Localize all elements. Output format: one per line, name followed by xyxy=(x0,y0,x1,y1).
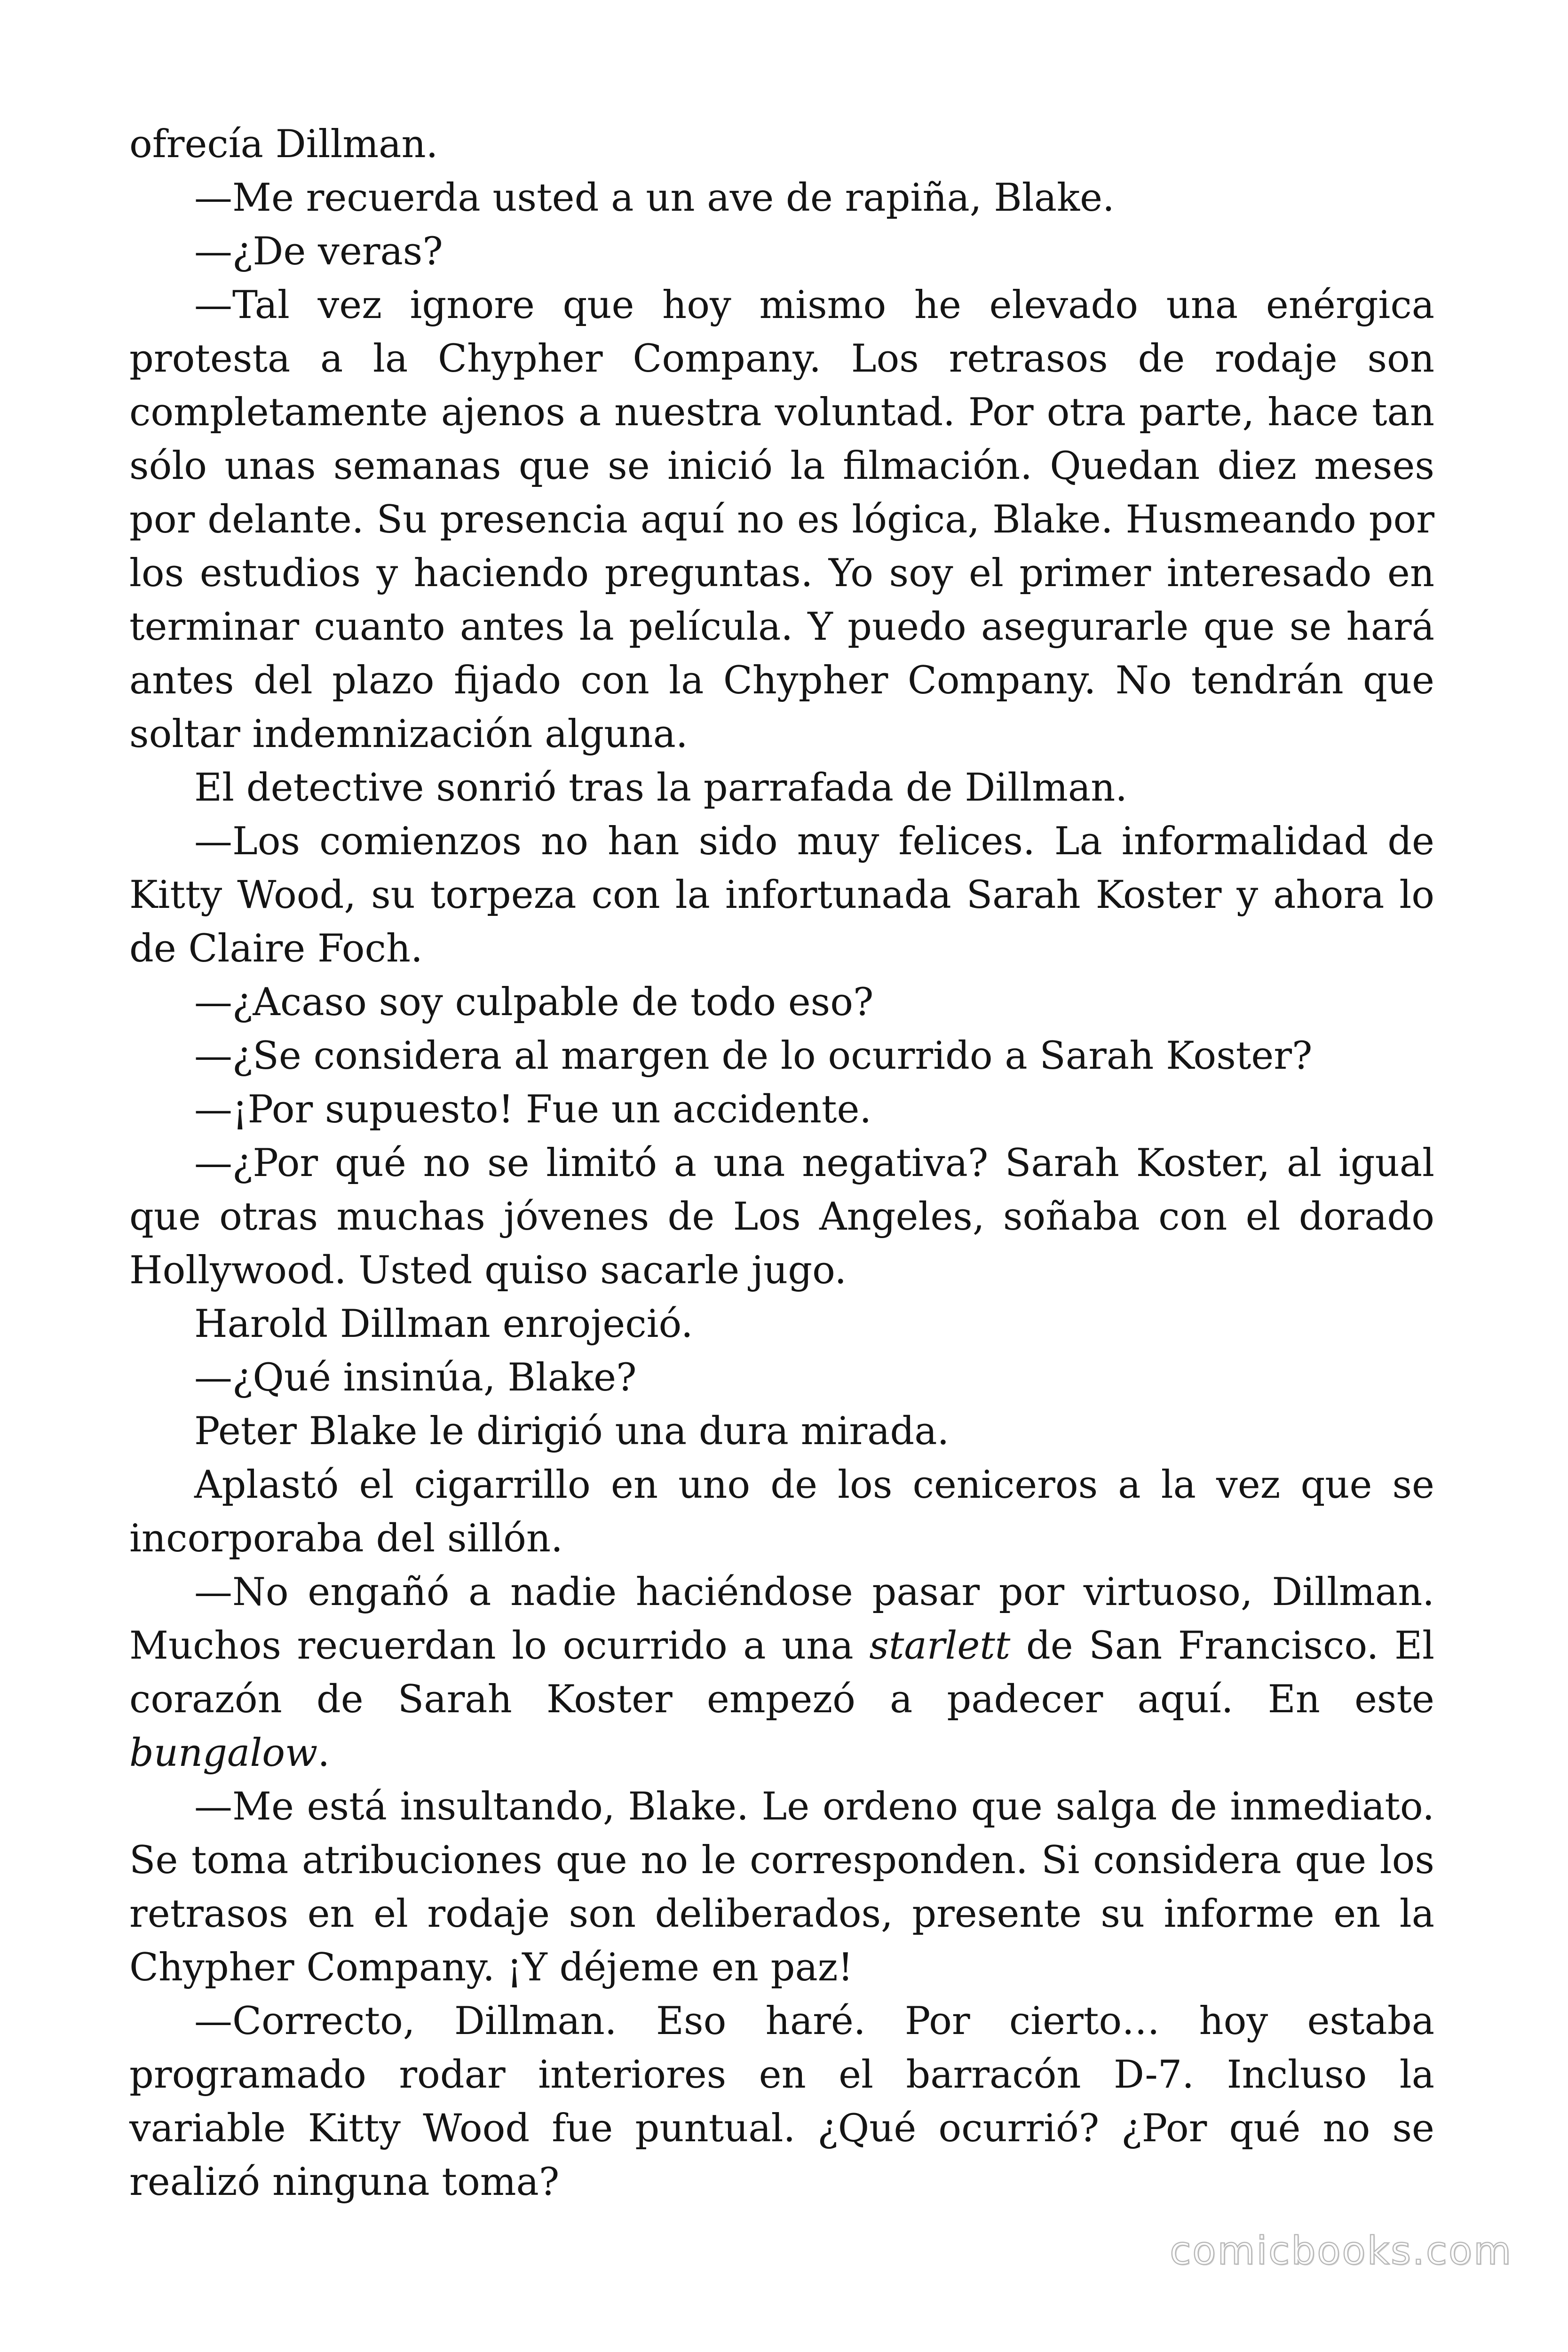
paragraph: El detective sonrió tras la parrafada de Dillman. xyxy=(194,766,1128,810)
paragraph: —Correcto, Dillman. Eso haré. Por cierto… hoy estaba programado rodar interiores en el barracón D-7. Incluso la variable Kitty Wood fue puntual. ¿Qué ocurrió? ¿Por qué no se realizó ninguna toma? xyxy=(129,1999,1434,2204)
paragraph: —¿De veras? xyxy=(194,230,443,274)
paragraph: ofrecía Dillman. xyxy=(129,122,438,167)
paragraph: —¡Por supuesto! Fue un accidente. xyxy=(194,1088,872,1132)
italic-word: starlett xyxy=(869,1624,1011,1668)
italic-word: bungalow xyxy=(129,1731,318,1775)
paragraph: —Tal vez ignore que hoy mismo he elevado una enérgica protesta a la Chypher Company. Los retrasos de rodaje son completamente ajenos a nuestra voluntad. Por otra parte, hace tan sólo unas semanas que se inició la filmación. Quedan diez meses por delante. Su presencia aquí no es lógica, Blake. Husmeando por los estudios y haciendo preguntas. Yo soy el primer interesado en terminar cuanto antes la película. Y puedo asegurarle que se hará antes del plazo fijado con la Chypher Company. No tendrán que soltar indemnización alguna. xyxy=(129,283,1434,756)
paragraph: —Me está insultando, Blake. Le ordeno que salga de inmediato. Se toma atribuciones que no le corresponden. Si considera que los retrasos en el rodaje son deliberados, presente su informe en la Chypher Company. ¡Y déjeme en paz! xyxy=(129,1785,1434,1990)
paragraph: —¿Por qué no se limitó a una negativa? Sarah Koster, al igual que otras muchas jóvenes de Los Angeles, soñaba con el dorado Hollywood. Usted quiso sacarle jugo. xyxy=(129,1141,1434,1293)
paragraph-text: de San Francisco. El corazón de Sarah Koster empezó a padecer aquí. En este xyxy=(129,1624,1434,1722)
watermark: comicbooks.com xyxy=(1170,2229,1513,2273)
paragraph xyxy=(129,1565,1434,1780)
paragraph: Harold Dillman enrojeció. xyxy=(194,1302,693,1346)
paragraph: —¿Qué insinúa, Blake? xyxy=(194,1356,637,1400)
paragraph: —Los comienzos no han sido muy felices. La informalidad de Kitty Wood, su torpeza con la infortunada Sarah Koster y ahora lo de Claire Foch. xyxy=(129,819,1434,971)
paragraph: —Me recuerda usted a un ave de rapiña, Blake. xyxy=(194,176,1115,220)
page-text xyxy=(129,118,1434,2209)
paragraph: Peter Blake le dirigió una dura mirada. xyxy=(194,1409,950,1454)
paragraph: —¿Se considera al margen de lo ocurrido a Sarah Koster? xyxy=(194,1034,1313,1078)
paragraph-text: —No engañó a nadie haciéndose pasar por virtuoso, Dillman. Muchos recuerdan lo ocurrido a una xyxy=(129,1570,1434,1668)
paragraph: Aplastó el cigarrillo en uno de los ceniceros a la vez que se incorporaba del sillón. xyxy=(129,1463,1434,1561)
paragraph-text: . xyxy=(317,1731,330,1775)
paragraph: —¿Acaso soy culpable de todo eso? xyxy=(194,980,874,1025)
